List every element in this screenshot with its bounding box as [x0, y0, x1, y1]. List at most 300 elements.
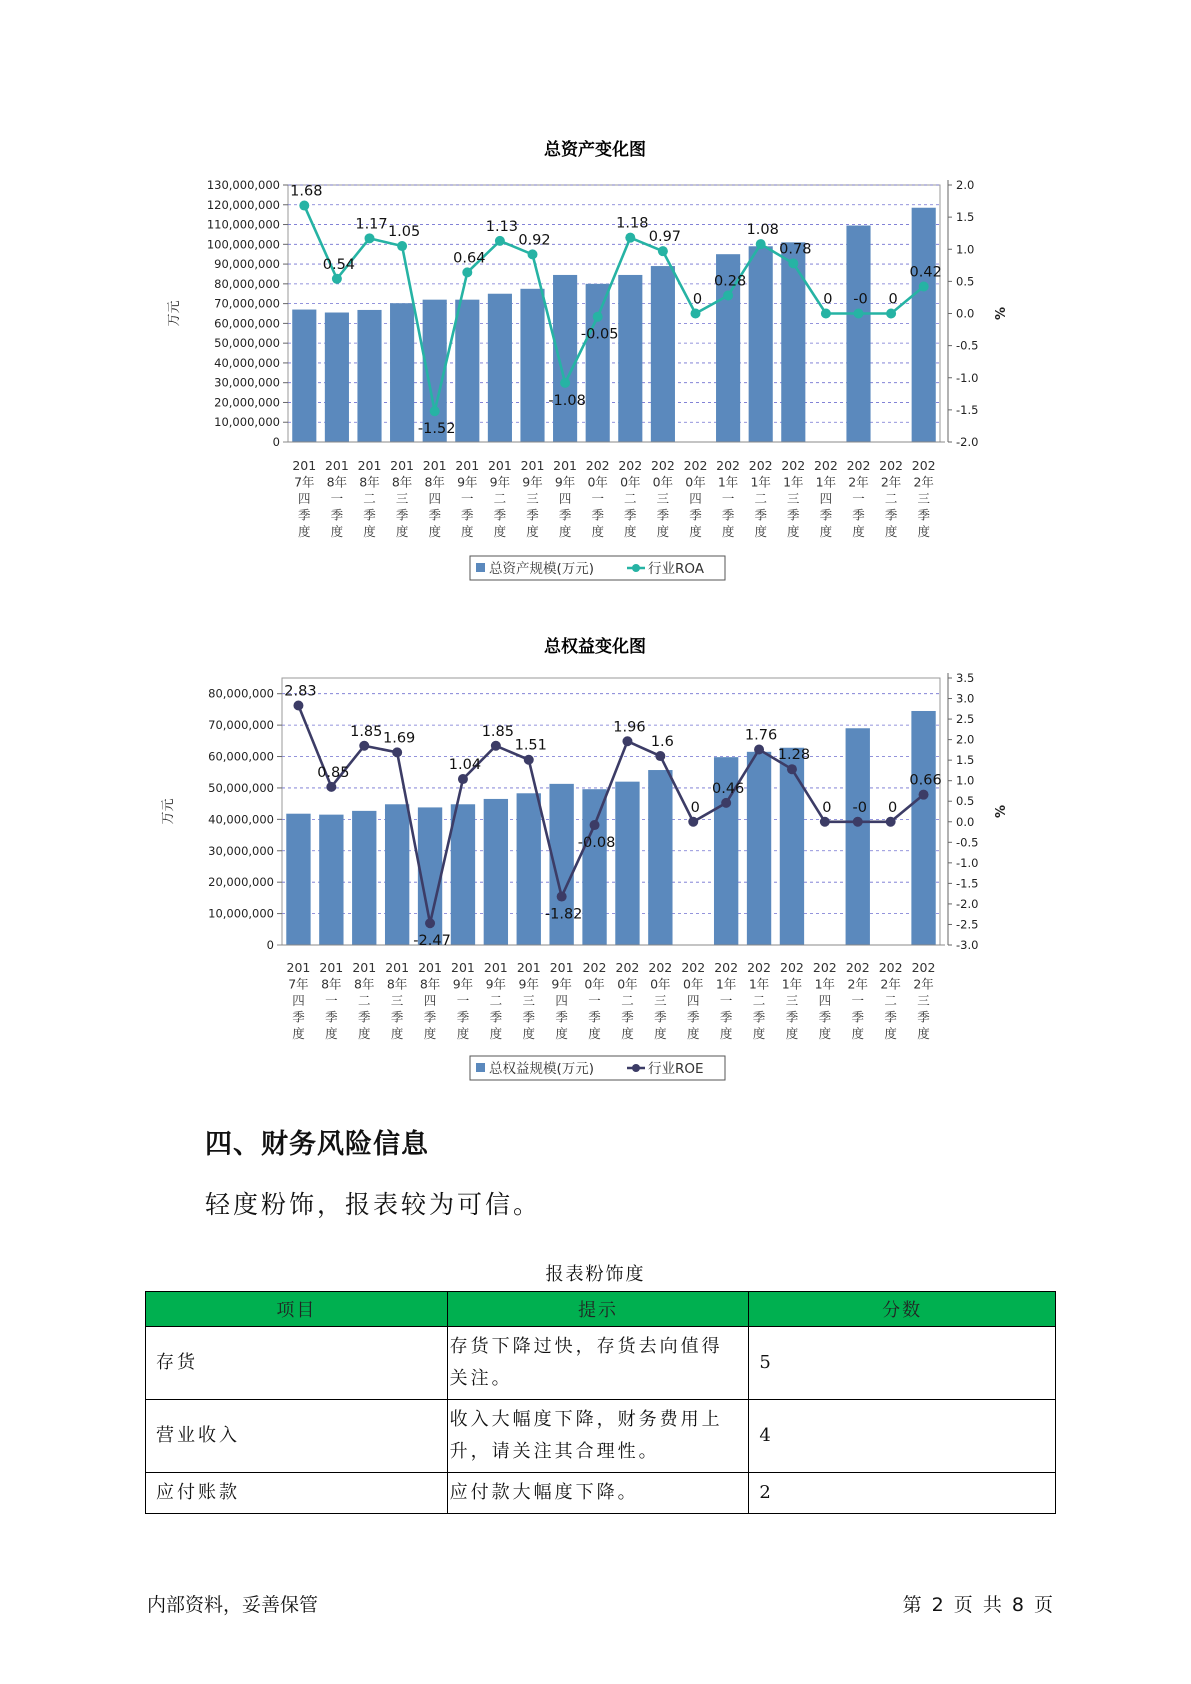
y2-tick-label: 1.0 — [956, 242, 975, 257]
x-tick-label: 202 — [747, 960, 771, 975]
x-tick-label: 季 — [357, 1009, 371, 1025]
data-point — [495, 236, 505, 246]
x-tick-label: 202 — [618, 458, 643, 473]
data-label: 1.13 — [485, 218, 519, 235]
x-tick-label: 202 — [780, 960, 804, 975]
y-tick-label: 70,000,000 — [208, 718, 274, 733]
x-tick-label: 季 — [654, 1009, 667, 1025]
x-tick-label: 9年 — [489, 474, 511, 490]
x-tick-label: 度 — [298, 524, 311, 539]
x-tick-label: 202 — [681, 960, 706, 975]
x-tick-label: 二 — [363, 491, 376, 506]
data-label: -0.05 — [580, 326, 619, 343]
x-tick-label: 202 — [781, 458, 806, 473]
data-label: 2.83 — [284, 683, 317, 700]
data-point — [458, 774, 468, 784]
bar — [520, 289, 544, 442]
data-label: 1.6 — [650, 734, 674, 751]
y2-tick-label: -2.5 — [956, 917, 979, 932]
y2-tick-label: 1.5 — [956, 753, 975, 768]
legend-bar-swatch — [476, 563, 485, 572]
x-tick-label: 0年 — [685, 474, 706, 490]
plot-frame — [282, 678, 940, 945]
bar — [286, 814, 310, 945]
x-tick-label: 度 — [654, 1026, 667, 1041]
x-tick-label: 202 — [911, 960, 936, 975]
y2-tick-label: 1.5 — [956, 210, 975, 225]
x-tick-label: 三 — [654, 993, 667, 1008]
row-hint: 存货下降过快，存货去向值得关注。 — [447, 1327, 749, 1400]
x-tick-label: 201 — [451, 960, 475, 975]
table-caption: 报表粉饰度 — [545, 1264, 646, 1285]
x-tick-label: 202 — [582, 960, 607, 975]
x-tick-label: 四 — [428, 491, 441, 506]
x-tick-label: 7年 — [288, 976, 309, 992]
x-tick-label: 8年 — [354, 976, 375, 992]
x-tick-label: 9年 — [522, 474, 543, 490]
y2-tick-label: 2.0 — [956, 732, 975, 747]
data-label: 0 — [888, 291, 898, 308]
bar — [846, 728, 870, 945]
x-tick-label: 7年 — [294, 474, 315, 490]
bar — [582, 789, 606, 945]
x-tick-label: 季 — [851, 1009, 865, 1025]
x-tick-label: 度 — [754, 524, 767, 539]
y-tick-label: 40,000,000 — [214, 355, 280, 370]
data-point — [886, 309, 896, 319]
data-point — [688, 817, 698, 827]
x-tick-label: 度 — [330, 524, 344, 539]
x-tick-label: 二 — [754, 491, 767, 506]
x-tick-label: 度 — [917, 524, 930, 539]
x-tick-label: 三 — [526, 491, 539, 506]
x-tick-label: 201 — [286, 960, 311, 975]
data-point — [590, 820, 600, 830]
x-tick-label: 季 — [624, 507, 637, 523]
x-tick-label: 一 — [719, 993, 733, 1008]
x-tick-label: 度 — [489, 1026, 503, 1041]
data-label: 1.85 — [481, 723, 514, 740]
x-tick-label: 二 — [493, 491, 507, 506]
y-tick-label: 30,000,000 — [208, 843, 274, 858]
data-label: 0.64 — [453, 250, 486, 267]
bar — [648, 770, 672, 945]
bar — [618, 275, 642, 442]
chart-title: 总资产变化图 — [544, 140, 646, 160]
x-tick-label: 四 — [819, 491, 833, 506]
y-axis-label: 万元 — [161, 798, 176, 825]
data-point — [756, 239, 766, 249]
y-tick-label: 20,000,000 — [214, 395, 280, 410]
data-point — [919, 282, 929, 292]
x-tick-label: 8年 — [321, 976, 342, 992]
data-label: 1.28 — [777, 747, 811, 764]
x-tick-label: 季 — [493, 507, 507, 523]
x-tick-label: 一 — [588, 993, 601, 1008]
x-tick-label: 季 — [818, 1009, 832, 1025]
table-header-row — [146, 1292, 1056, 1327]
x-tick-label: 201 — [553, 458, 578, 473]
y2-tick-label: -2.0 — [956, 896, 979, 911]
row-score: 2 — [749, 1473, 1056, 1514]
x-tick-label: 季 — [461, 507, 474, 523]
bar — [455, 300, 479, 442]
x-tick-label: 202 — [650, 458, 675, 473]
x-tick-label: 1年 — [748, 976, 770, 992]
data-label: 0 — [888, 799, 898, 816]
legend-line-label: 行业ROE — [648, 1061, 704, 1077]
y-tick-label: 60,000,000 — [214, 316, 280, 331]
x-tick-label: 2年 — [880, 474, 902, 490]
y2-tick-label: 3.5 — [956, 671, 975, 685]
x-tick-label: 季 — [917, 507, 930, 523]
x-tick-label: 度 — [689, 524, 702, 539]
legend-line-label: 行业ROA — [648, 561, 705, 577]
x-tick-label: 四 — [818, 993, 832, 1008]
data-point — [326, 782, 336, 792]
data-label: 0.46 — [712, 780, 745, 797]
data-point — [299, 201, 309, 211]
bar — [325, 313, 349, 442]
x-tick-label: 二 — [357, 993, 371, 1008]
data-label: 0.42 — [909, 264, 942, 281]
x-tick-label: 1年 — [783, 474, 804, 490]
x-tick-label: 季 — [395, 507, 409, 523]
y2-axis-label: % — [994, 804, 1009, 819]
x-tick-label: 202 — [748, 458, 773, 473]
data-point — [560, 378, 570, 388]
x-tick-label: 度 — [591, 524, 604, 539]
x-tick-label: 四 — [689, 491, 702, 506]
data-label: -2.47 — [413, 933, 451, 950]
bar — [846, 226, 870, 442]
data-label: 0 — [692, 291, 703, 308]
y2-tick-label: -0.5 — [956, 338, 979, 353]
x-tick-label: 度 — [656, 524, 670, 539]
bar — [319, 815, 343, 945]
x-tick-label: 季 — [719, 1009, 733, 1025]
chart-title: 总权益变化图 — [544, 637, 646, 657]
x-tick-label: 度 — [363, 524, 376, 539]
x-tick-label: 四 — [298, 491, 311, 506]
risk-summary: 轻度粉饰，报表较为可信。 — [205, 1190, 542, 1219]
x-tick-label: 一 — [330, 491, 344, 506]
x-tick-label: 度 — [325, 1026, 338, 1041]
x-tick-label: 二 — [489, 993, 503, 1008]
x-tick-label: 8年 — [391, 474, 413, 490]
header-hint: 提示 — [447, 1292, 749, 1327]
data-point — [721, 798, 731, 808]
x-tick-label: 202 — [585, 458, 610, 473]
y-tick-label: 110,000,000 — [206, 217, 280, 232]
x-tick-label: 季 — [917, 1009, 930, 1025]
x-tick-label: 9年 — [452, 976, 474, 992]
data-point — [491, 741, 501, 751]
header-score: 分数 — [749, 1292, 1056, 1327]
data-point — [691, 309, 701, 319]
x-tick-label: 季 — [591, 507, 604, 523]
x-tick-label: 201 — [487, 458, 512, 473]
y2-tick-label: -1.0 — [956, 855, 979, 870]
x-tick-label: 1年 — [814, 976, 836, 992]
x-tick-label: 季 — [689, 507, 702, 523]
data-label: 1.51 — [514, 737, 547, 754]
data-label: 1.05 — [387, 224, 421, 241]
x-tick-label: 0年 — [620, 474, 641, 490]
data-label: 0 — [690, 799, 700, 816]
risk-table — [145, 1291, 1056, 1514]
data-point — [359, 741, 369, 751]
x-tick-label: 8年 — [359, 474, 380, 490]
data-label: -1.08 — [548, 392, 586, 409]
x-tick-label: 度 — [526, 524, 539, 539]
data-point — [788, 258, 798, 268]
section-title: 四、财务风险信息 — [205, 1129, 429, 1160]
data-label: 0 — [823, 291, 833, 308]
x-tick-label: 季 — [884, 1009, 897, 1025]
legend-line-marker — [632, 564, 640, 572]
x-tick-label: 度 — [423, 1026, 437, 1041]
x-tick-label: 度 — [852, 524, 865, 539]
data-point — [397, 241, 407, 251]
x-tick-label: 度 — [818, 1026, 832, 1041]
row-score: 5 — [749, 1327, 1056, 1400]
x-tick-label: 四 — [558, 491, 572, 506]
data-point — [365, 233, 375, 243]
bar — [352, 811, 376, 945]
x-tick-label: 季 — [330, 507, 344, 523]
data-label: 0.97 — [648, 229, 682, 246]
data-point — [886, 817, 896, 827]
x-tick-label: 201 — [422, 458, 447, 473]
x-tick-label: 度 — [395, 524, 409, 539]
total-assets-chart — [0, 130, 1191, 600]
x-tick-label: 二 — [884, 993, 897, 1008]
x-tick-label: 三 — [522, 993, 536, 1008]
bar — [586, 284, 610, 442]
x-tick-label: 度 — [787, 524, 800, 539]
data-point — [392, 747, 402, 757]
data-label: -0.08 — [577, 835, 616, 852]
bar — [615, 782, 639, 945]
data-label: 1.76 — [744, 727, 778, 744]
x-tick-label: 201 — [352, 960, 377, 975]
x-tick-label: 季 — [621, 1009, 634, 1025]
bar — [553, 275, 577, 442]
y2-tick-label: 1.0 — [956, 773, 975, 788]
x-tick-label: 度 — [493, 524, 507, 539]
data-label: 1.08 — [746, 222, 779, 239]
x-tick-label: 1年 — [715, 976, 737, 992]
x-tick-label: 0年 — [587, 474, 608, 490]
x-tick-label: 201 — [549, 960, 574, 975]
x-tick-label: 202 — [878, 960, 903, 975]
y2-tick-label: 0.0 — [956, 306, 975, 321]
x-tick-label: 202 — [648, 960, 673, 975]
x-tick-label: 8年 — [326, 474, 348, 490]
data-point — [425, 918, 435, 928]
data-label: 0.54 — [322, 256, 356, 273]
x-tick-label: 度 — [624, 524, 637, 539]
x-tick-label: 度 — [357, 1026, 371, 1041]
bar — [747, 752, 771, 945]
data-label: 1.96 — [613, 719, 646, 736]
x-tick-label: 201 — [483, 960, 508, 975]
x-tick-label: 季 — [325, 1009, 338, 1025]
x-tick-label: 四 — [555, 993, 568, 1008]
data-label: 1.18 — [616, 215, 649, 232]
data-point — [528, 249, 538, 259]
bar — [780, 748, 804, 945]
x-tick-label: 1年 — [750, 474, 771, 490]
x-tick-label: 一 — [851, 993, 865, 1008]
x-tick-label: 0年 — [683, 976, 704, 992]
x-tick-label: 一 — [325, 993, 338, 1008]
data-point — [723, 291, 733, 301]
x-tick-label: 二 — [752, 993, 766, 1008]
legend-bar-swatch — [476, 1063, 485, 1072]
data-point — [787, 764, 797, 774]
x-tick-label: 8年 — [419, 976, 441, 992]
y2-tick-label: -3.0 — [956, 938, 979, 952]
x-tick-label: 季 — [558, 507, 572, 523]
x-tick-label: 季 — [522, 1009, 536, 1025]
x-tick-label: 度 — [461, 524, 474, 539]
x-tick-label: 季 — [390, 1009, 404, 1025]
x-tick-label: 202 — [716, 458, 741, 473]
x-tick-label: 201 — [292, 458, 317, 473]
y2-tick-label: 2.0 — [956, 178, 975, 192]
x-tick-label: 季 — [363, 507, 376, 523]
x-tick-label: 度 — [456, 1026, 470, 1041]
x-tick-label: 三 — [390, 993, 404, 1008]
data-label: 0.78 — [779, 241, 812, 258]
total-assets-chart-svg — [0, 130, 1191, 600]
y2-tick-label: -0.5 — [956, 835, 979, 850]
y2-tick-label: 0.5 — [956, 794, 975, 809]
x-tick-label: 三 — [917, 491, 930, 506]
x-tick-label: 度 — [555, 1026, 568, 1041]
y-tick-label: 80,000,000 — [214, 276, 280, 291]
y2-tick-label: -1.5 — [956, 876, 979, 891]
x-tick-label: 季 — [819, 507, 833, 523]
x-tick-label: 202 — [812, 960, 837, 975]
footer-confidential: 内部资料，妥善保管 — [147, 1594, 319, 1616]
x-tick-label: 季 — [754, 507, 767, 523]
x-tick-label: 度 — [428, 524, 441, 539]
x-tick-label: 季 — [555, 1009, 568, 1025]
y-tick-label: 80,000,000 — [208, 686, 274, 701]
data-point — [754, 744, 764, 754]
data-point — [524, 755, 534, 765]
x-tick-label: 201 — [324, 458, 349, 473]
x-tick-label: 一 — [456, 993, 470, 1008]
x-tick-label: 2年 — [913, 976, 934, 992]
data-label: 1.85 — [350, 723, 383, 740]
data-point — [919, 790, 929, 800]
bar — [390, 303, 414, 442]
x-tick-label: 季 — [588, 1009, 601, 1025]
x-tick-label: 2年 — [848, 474, 869, 490]
x-tick-label: 202 — [846, 458, 871, 473]
x-tick-label: 0年 — [652, 474, 674, 490]
x-tick-label: 9年 — [518, 976, 539, 992]
data-point — [332, 274, 342, 284]
legend-bar-label: 总权益规模(万元) — [489, 1061, 595, 1077]
x-tick-label: 1年 — [815, 474, 837, 490]
x-tick-label: 二 — [884, 491, 898, 506]
total-equity-chart — [0, 630, 1191, 1100]
x-tick-label: 季 — [298, 507, 311, 523]
data-label: 0.66 — [909, 772, 942, 789]
data-label: 0.85 — [317, 764, 350, 781]
bar — [488, 294, 512, 442]
x-tick-label: 度 — [522, 1026, 536, 1041]
bar — [484, 799, 508, 945]
x-tick-label: 9年 — [485, 976, 507, 992]
table-row — [146, 1400, 1056, 1473]
bar — [385, 804, 409, 945]
x-tick-label: 季 — [428, 507, 441, 523]
data-label: -1.52 — [417, 421, 456, 438]
y2-tick-label: -1.5 — [956, 402, 979, 417]
y-tick-label: 0 — [272, 435, 280, 449]
y-tick-label: 130,000,000 — [206, 178, 280, 192]
y2-tick-label: 0.5 — [956, 274, 975, 289]
row-score: 4 — [749, 1400, 1056, 1473]
x-tick-label: 季 — [526, 507, 539, 523]
data-label: 0.28 — [713, 273, 747, 290]
x-tick-label: 201 — [319, 960, 344, 975]
y2-tick-label: -1.0 — [956, 370, 979, 385]
x-tick-label: 度 — [752, 1026, 766, 1041]
data-point — [593, 312, 603, 322]
y-tick-label: 60,000,000 — [208, 749, 274, 764]
data-point — [820, 817, 830, 827]
data-point — [625, 233, 635, 243]
footer-page-number: 第 2 页 共 8 页 — [902, 1594, 1055, 1616]
x-tick-label: 9年 — [554, 474, 576, 490]
x-tick-label: 季 — [752, 1009, 766, 1025]
y-tick-label: 20,000,000 — [208, 875, 274, 890]
x-tick-label: 度 — [558, 524, 572, 539]
y-tick-label: 50,000,000 — [208, 780, 274, 795]
x-tick-label: 202 — [615, 960, 640, 975]
x-tick-label: 度 — [819, 524, 833, 539]
y-tick-label: 0 — [266, 938, 274, 952]
x-tick-label: 季 — [852, 507, 865, 523]
x-tick-label: 202 — [879, 458, 904, 473]
x-tick-label: 201 — [520, 458, 545, 473]
bar — [357, 310, 381, 442]
x-tick-label: 季 — [721, 507, 735, 523]
data-label: 1.17 — [355, 216, 388, 233]
x-tick-label: 度 — [686, 1026, 700, 1041]
y-tick-label: 90,000,000 — [214, 257, 280, 272]
x-tick-label: 四 — [292, 993, 305, 1008]
x-tick-label: 8年 — [424, 474, 445, 490]
x-tick-label: 202 — [683, 458, 708, 473]
x-tick-label: 9年 — [551, 976, 572, 992]
x-tick-label: 1年 — [717, 474, 739, 490]
x-tick-label: 二 — [624, 491, 637, 506]
y-tick-label: 50,000,000 — [214, 336, 280, 351]
legend-bar-label: 总资产规模(万元) — [489, 561, 595, 577]
x-tick-label: 度 — [390, 1026, 404, 1041]
data-point — [622, 736, 632, 746]
y2-tick-label: 3.0 — [956, 691, 975, 706]
x-tick-label: 9年 — [457, 474, 478, 490]
